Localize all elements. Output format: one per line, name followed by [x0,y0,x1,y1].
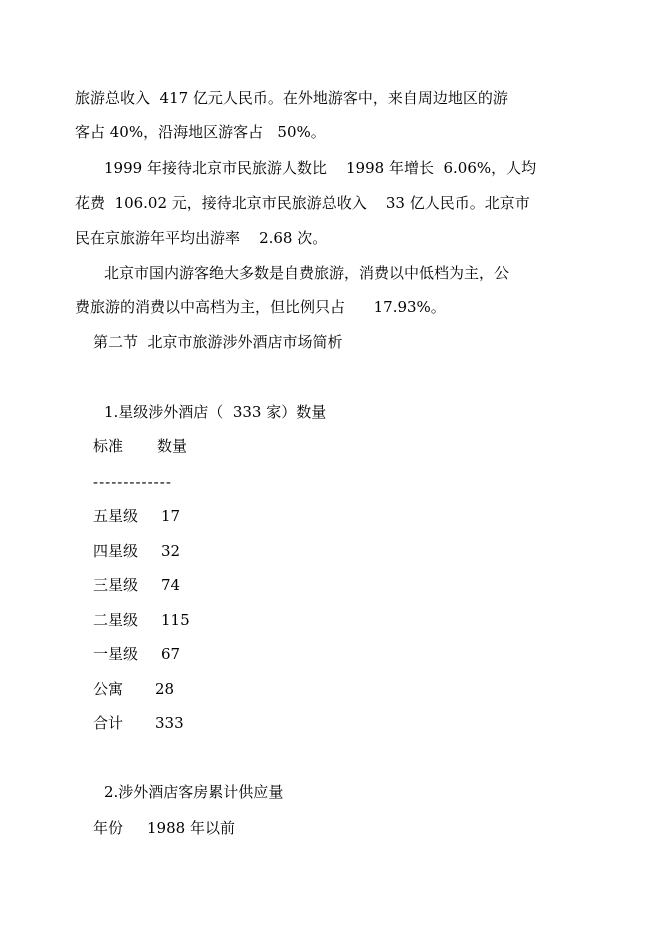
table-1-header-standard: 标准 [93,437,124,455]
table-row-value: 67 [161,645,181,663]
table-row-value: 333 [155,714,184,732]
paragraph-2-line-3: 民在京旅游年平均出游率 2.68 次。 [75,229,328,247]
table-row-value: 32 [161,542,181,560]
paragraph-3-line-1: 北京市国内游客绝大多数是自费旅游，消费以中低档为主，公 [104,264,510,282]
table-1-heading: 1.星级涉外酒店（ 333 家）数量 [104,403,327,421]
table-row-label: 三星级 [93,576,139,594]
table-row-value: 17 [161,507,181,525]
section-title: 第二节 北京市旅游涉外酒店市场简析 [93,333,343,351]
table-row-label: 合计 [93,714,124,732]
table-2-heading: 2.涉外酒店客房累计供应量 [104,783,284,801]
paragraph-2-line-2: 花费 106.02 元，接待北京市民旅游总收入 33 亿人民币。北京市 [75,194,530,212]
paragraph-3-line-2: 费旅游的消费以中高档为主，但比例只占 17.93%。 [75,298,446,316]
table-row-label: 公寓 [93,680,124,698]
table-row-value: 74 [161,576,181,594]
paragraph-1-line-1: 旅游总收入 417 亿元人民币。在外地游客中，来自周边地区的游 [75,89,508,107]
table-2-year-label: 年份 [93,819,124,837]
table-row-label: 五星级 [93,507,139,525]
table-row-label: 二星级 [93,611,139,629]
table-row-label: 四星级 [93,542,139,560]
paragraph-1-line-2: 客占 40%，沿海地区游客占 50%。 [75,123,326,141]
table-2-year-value: 1988 年以前 [147,819,235,837]
table-row-value: 115 [161,611,190,629]
table-row-value: 28 [155,680,175,698]
table-row-label: 一星级 [93,645,139,663]
table-1-divider: ------------- [93,473,172,491]
table-1-header-quantity: 数量 [157,437,188,455]
paragraph-2-line-1: 1999 年接待北京市民旅游人数比 1998 年增长 6.06%，人均 [104,159,537,177]
